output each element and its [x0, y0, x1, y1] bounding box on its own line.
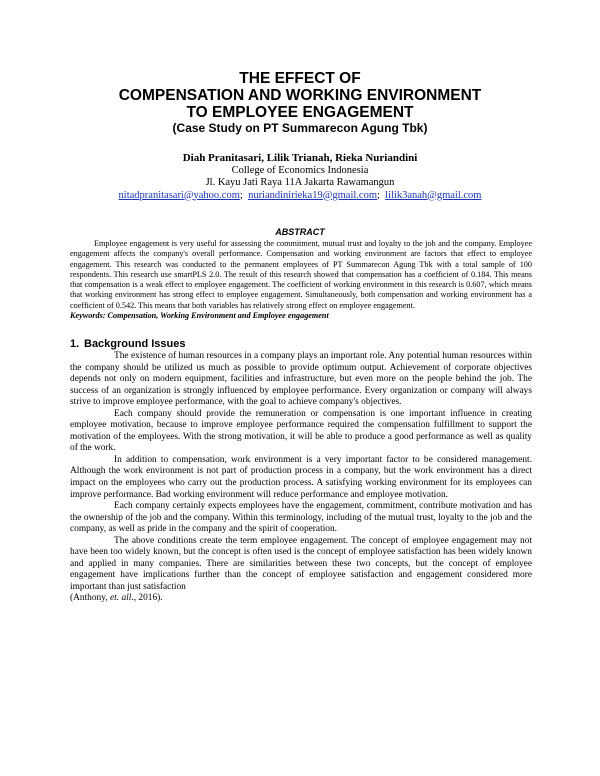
abstract-block: [70, 239, 532, 321]
email-separator: ;: [377, 189, 380, 201]
body-paragraph: Each company certainly expects employees have the engagement, commitment, contribute motivation and has the ownership of the job and the company. Within this terminology, including of the mutual trust, loyalty to the job and the company, as well as pride in the company and the spirit of cooperation.: [70, 501, 532, 535]
section-heading-text: Background Issues: [84, 338, 186, 350]
citation-line: [70, 593, 532, 605]
email-link-3[interactable]: lilik3anah@gmail.com: [385, 189, 482, 201]
email-link-1[interactable]: nitadpranitasari@yahoo.com: [118, 189, 240, 201]
body-paragraph: In addition to compensation, work environment is a very important factor to be considered management. Although the work environment is not part of production process in a company, but the work environment has a direct impact on the employees who carry out the production process. A satisfying working environment for its employees can improve performance. Bad working environment will reduce performance and employee motivation.: [70, 454, 532, 500]
body-paragraph: Each company should provide the remuneration or compensation is one important influence in creating employee motivation, because to improve employee performance required the compensation fulfillment to support the motivation of the employees. With the strong motivation, it will be able to produce a good performance as well as quality of the work.: [70, 408, 532, 454]
author-names: Diah Pranitasari, Lilik Trianah, Rieka Nuriandini: [182, 152, 418, 164]
section-number: 1.: [70, 338, 80, 350]
body-paragraph: The above conditions create the term employee engagement. The concept of employee engagement may not have been too widely known, but the concept is often used is the concept of employee satisfaction has been widely known and applied in many companies. There are similarities between these two concepts, but the concept of employee engagement have implications further than the concept of employee satisfaction and engagement considered more important than just satisfaction: [70, 535, 532, 592]
title-line-2: COMPENSATION AND WORKING ENVIRONMENT: [118, 87, 482, 104]
title-line-1: THE EFFECT OF: [239, 70, 361, 87]
section-body: [70, 351, 532, 605]
author-address: Jl. Kayu Jati Raya 11A Jakarta Rawamangun: [205, 177, 395, 188]
section-heading: [70, 338, 185, 351]
body-paragraph: The existence of human resources in a company plays an important role. Any potential human resources within the company should be utilized us much as possible to provide optimum output. Achievement of corporate objectives depends not only on modern equipment, facilities and infrastructure, but even more on the people behind the job. The success of an organization is strongly influenced by employee performance. Every organization or company will always strive to improve employee performance, with the goal to achieve company's objectives.: [70, 351, 532, 408]
author-block: [0, 152, 600, 202]
citation-close: ., 2016).: [131, 593, 163, 604]
email-link-2[interactable]: nuriandinirieka19@gmail.com: [248, 189, 377, 201]
citation-open: (Anthony,: [70, 593, 111, 604]
citation-italic: et. all: [110, 593, 132, 604]
author-emails: [0, 190, 600, 203]
email-separator: ;: [239, 189, 243, 201]
title-subtitle: (Case Study on PT Summarecon Agung Tbk): [172, 121, 428, 135]
title-line-3: TO EMPLOYEE ENGAGEMENT: [186, 104, 414, 121]
abstract-text: Employee engagement is very useful for assessing the commitment, mutual trust and loyalty to the job and the company. Employee engagement affects the company's overall performance. Compensation and working environment are factors that effect to employee engagement. This research was conducted to the permanent employees of PT Summarecon Agung Tbk with a total sample of 100 respondents. This research use smartPLS 2.0. The result of this research showed that compensation has a coefficient of 0.184. This means that compensation is a weak effect to employee engagement. The coefficient of working environment in this research is 0.607, which means that working environment has strong effect to employee engagement. Simultaneously, both compensation and working environment has a coefficient of 0.542. This means that both variables has relatively strong effect on employee engagement.: [70, 239, 532, 310]
abstract-heading: ABSTRACT: [275, 227, 325, 237]
author-affiliation: College of Economics Indonesia: [231, 164, 369, 176]
paper-title: [0, 70, 600, 136]
keywords-line: Keywords: Compensation, Working Environment and Employee engagement: [70, 311, 329, 321]
